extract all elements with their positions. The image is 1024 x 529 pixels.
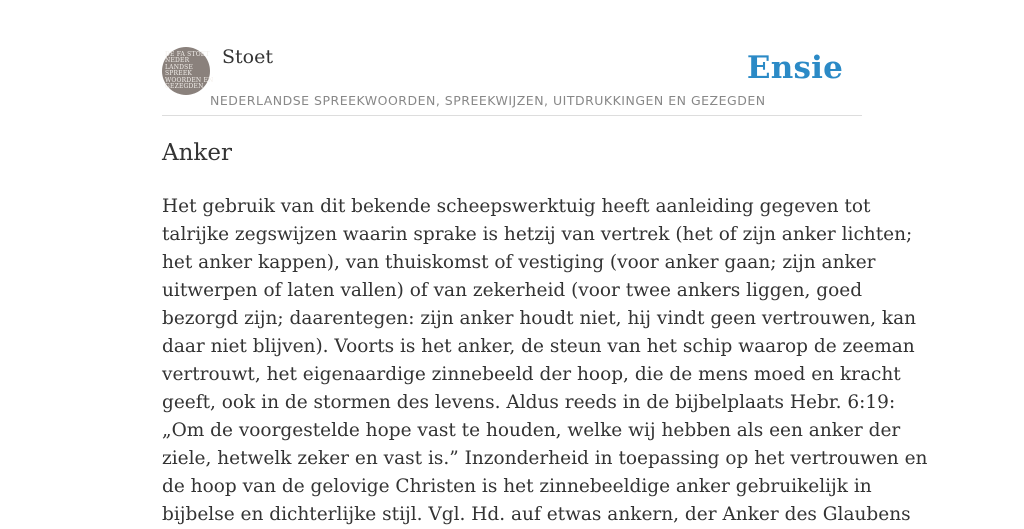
avatar-book-cover-text (165, 51, 214, 91)
entry-line: uitwerpen of laten vallen) of van zekerheid (voor twee ankers liggen, goed (162, 280, 863, 301)
page (162, 0, 928, 525)
entry-line: de hoop van de gelovige Christen is het zinnebeeldige anker gebruikelijk in (162, 476, 872, 497)
entry-line: bijbelse en dichterlijke stijl. Vgl. Hd. auf etwas ankern, der Anker des Glaubens (162, 504, 911, 525)
entry-line: Het gebruik van dit bekende scheepswerktuig heeft aanleiding gegeven tot (162, 196, 871, 217)
entry-line: het anker kappen), van thuiskomst of vestiging (voor anker gaan; zijn anker (162, 252, 876, 273)
entry-line: talrijke zegswijzen waarin sprake is hetzij van vertrek (het of zijn anker lichten; (162, 224, 913, 245)
avatar-line: DE FA STOET (165, 51, 210, 58)
brand-logo[interactable]: Ensie (746, 50, 843, 86)
entry-line: bezorgd zijn; daarentegen: zijn anker houdt niet, hij vindt geen vertrouwen, kan (162, 308, 917, 329)
avatar-line: WOORDEN EN (165, 76, 214, 84)
entry-line: daar niet blijven). Voorts is het anker, de steun van het schip waarop de zeeman (162, 336, 915, 357)
avatar-line: NEDER (165, 57, 190, 65)
entry-line: vertrouwt, het eigenaardige zinnebeeld der hoop, die de mens moed en kracht (162, 364, 901, 385)
entry-headword: Anker (162, 140, 232, 166)
entry-line: geeft, ook in de stormen des levens. Aldus reeds in de bijbelplaats Hebr. 6:19: (162, 392, 896, 413)
header-divider (162, 115, 862, 116)
source-subtitle[interactable]: NEDERLANDSE SPREEKWOORDEN, SPREEKWIJZEN, UITDRUKKINGEN EN GEZEGDEN (210, 93, 766, 108)
entry-line: „Om de voorgestelde hope vast te houden, welke wij hebben als een anker der (162, 420, 901, 441)
entry-line: ziele, hetwelk zeker en vast is.” Inzonderheid in toepassing op het vertrouwen en (162, 448, 928, 469)
avatar[interactable] (162, 47, 214, 95)
entry-body (162, 193, 928, 529)
avatar-line: SPREEK (165, 70, 193, 78)
author-name[interactable]: Stoet (222, 46, 273, 68)
avatar-line: LANDSE (165, 63, 194, 71)
avatar-line: GEZEGDEN (165, 83, 204, 91)
